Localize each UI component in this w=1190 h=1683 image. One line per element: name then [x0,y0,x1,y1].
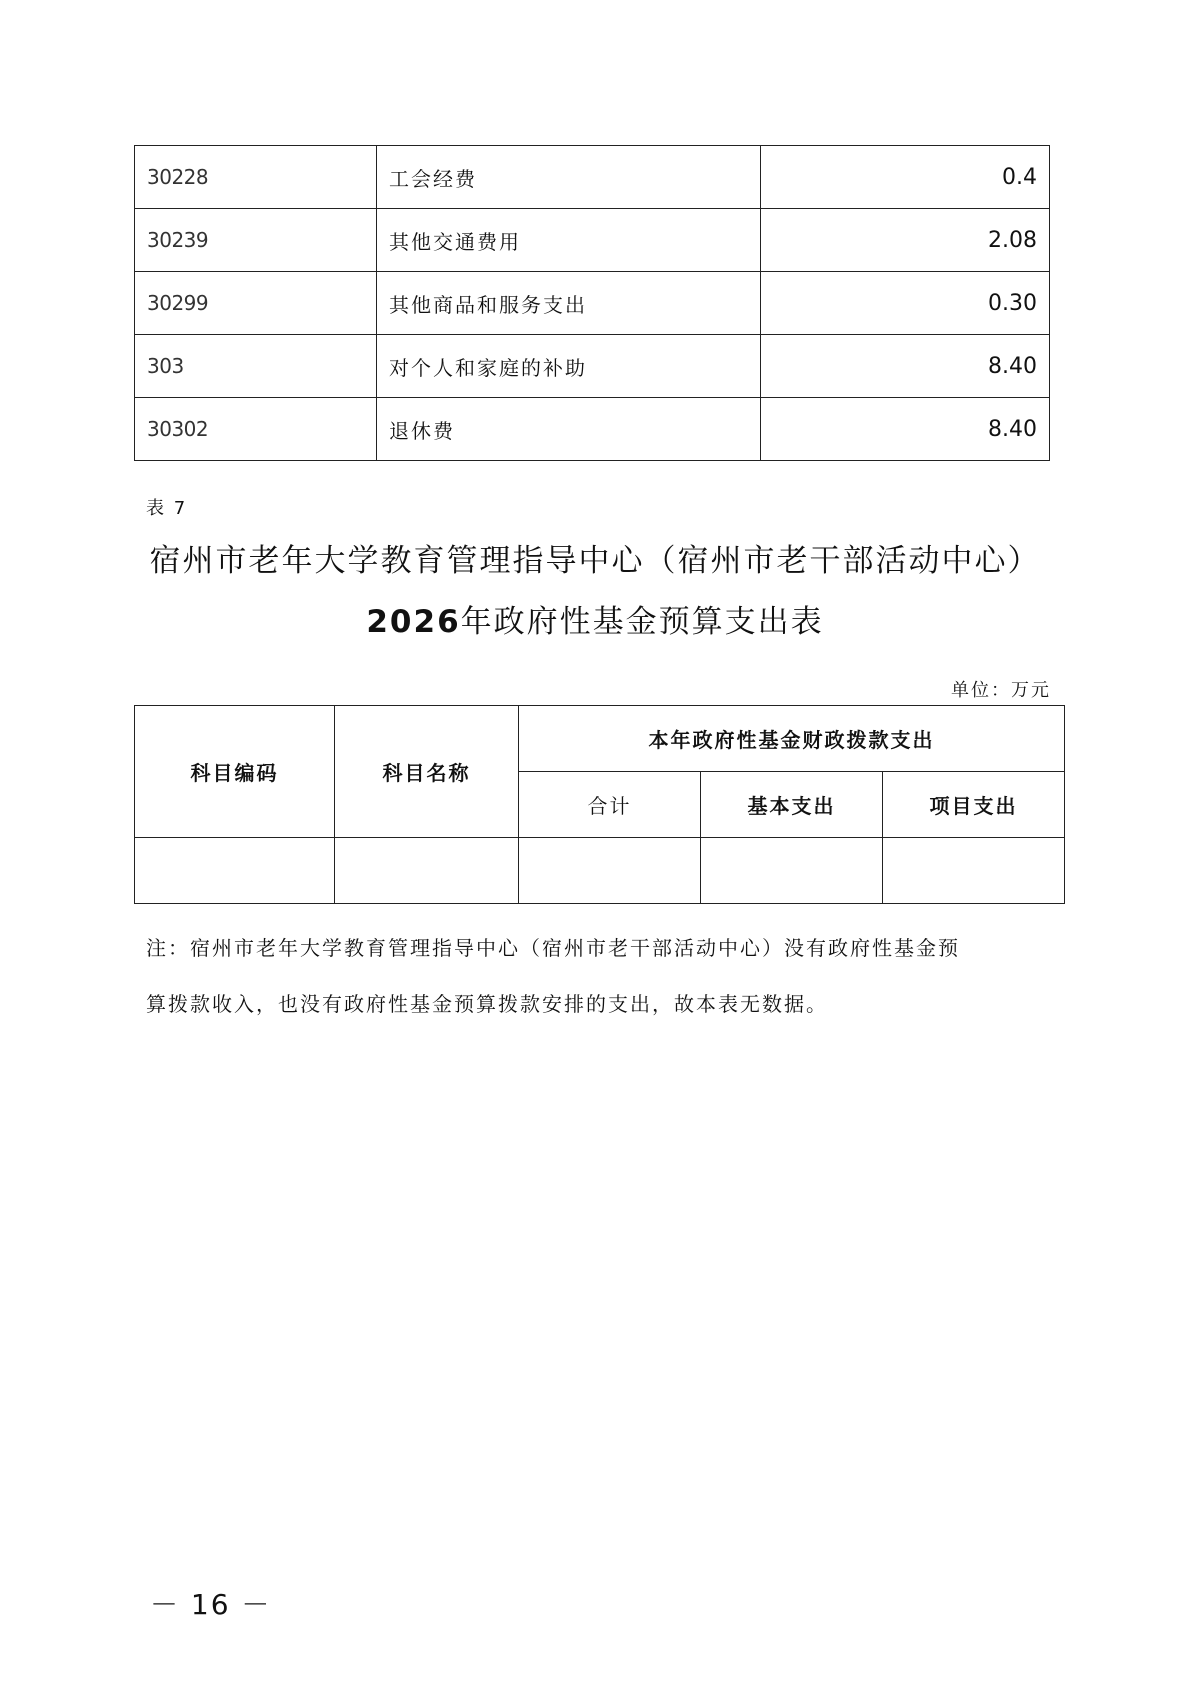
subject-name: 工会经费 [377,146,761,209]
col-code-header: 科目编码 [135,706,335,838]
table-row [135,209,1050,272]
page-number: － 16 － [150,1588,272,1621]
amount: 0.30 [761,272,1050,335]
subject-code: 30239 [135,209,377,272]
amount: 8.40 [761,335,1050,398]
amount: 2.08 [761,209,1050,272]
empty-cell [335,838,519,904]
amount: 8.40 [761,398,1050,461]
note-text [146,920,1046,1032]
subject-code: 30299 [135,272,377,335]
note-line-2: 算拨款收入，也没有政府性基金预算拨款安排的支出，故本表无数据。 [146,992,828,1016]
table-row [135,146,1050,209]
header-row [135,706,1065,772]
col-project-header: 项目支出 [883,772,1065,838]
subject-code: 30228 [135,146,377,209]
empty-cell [519,838,701,904]
col-total-header: 合计 [519,772,701,838]
empty-cell [701,838,883,904]
title-year: 2026 [366,604,461,640]
expense-detail-table [134,145,1050,461]
amount: 0.4 [761,146,1050,209]
note-line-1: 注：宿州市老年大学教育管理指导中心（宿州市老干部活动中心）没有政府性基金预 [146,936,960,960]
unit-label: 单位：万元 [951,680,1051,701]
table-row [135,398,1050,461]
title-rest: 年政府性基金预算支出表 [460,604,824,640]
table-row [135,272,1050,335]
page-subtitle [0,596,1190,641]
col-basic-header: 基本支出 [701,772,883,838]
page-title: 宿州市老年大学教育管理指导中心（宿州市老干部活动中心） [149,543,1041,579]
subject-code: 303 [135,335,377,398]
empty-cell [135,838,335,904]
table-label: 表 7 [146,498,188,519]
subject-name: 其他交通费用 [377,209,761,272]
subject-name: 对个人和家庭的补助 [377,335,761,398]
table-row [135,335,1050,398]
group-header: 本年政府性基金财政拨款支出 [519,706,1065,772]
empty-cell [883,838,1065,904]
table-row [135,838,1065,904]
col-name-header: 科目名称 [335,706,519,838]
subject-name: 退休费 [377,398,761,461]
subject-code: 30302 [135,398,377,461]
fund-budget-table [134,705,1065,904]
subject-name: 其他商品和服务支出 [377,272,761,335]
